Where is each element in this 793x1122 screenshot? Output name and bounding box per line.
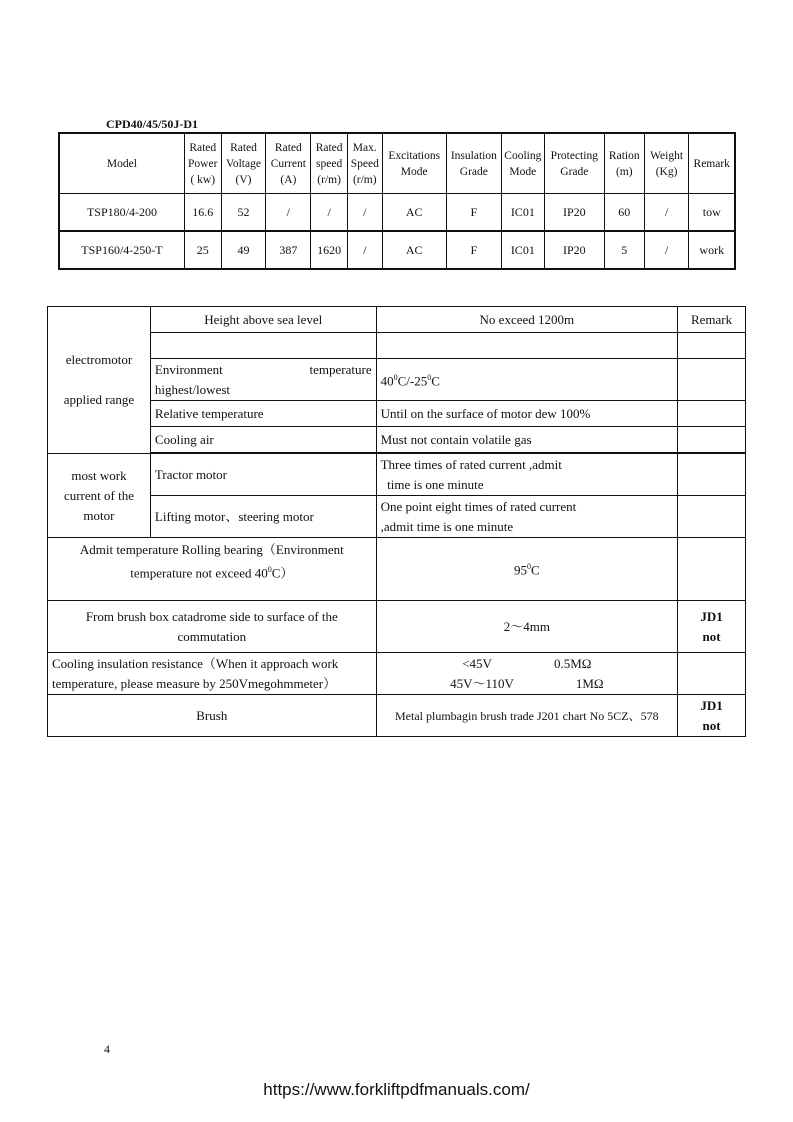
table-cell: TSP160/4-250-T xyxy=(59,231,184,269)
header-rated-voltage: Rated Voltage (V) xyxy=(221,133,266,194)
table-cell: 387 xyxy=(266,231,311,269)
table-cell: 60 xyxy=(604,194,644,232)
table-cell: 49 xyxy=(221,231,266,269)
table-cell: tow xyxy=(689,194,735,232)
table-row xyxy=(48,333,746,359)
table-cell: / xyxy=(311,194,348,232)
table-cell: / xyxy=(644,231,689,269)
table-row xyxy=(48,601,746,653)
table-cell: 5 xyxy=(604,231,644,269)
header-protecting-grade: Protecting Grade xyxy=(544,133,604,194)
header-cooling-mode: Cooling Mode xyxy=(501,133,544,194)
header-rated-current: Rated Current (A) xyxy=(266,133,311,194)
table-cell: IC01 xyxy=(501,231,544,269)
table-cell: F xyxy=(446,231,501,269)
table-cell: 25 xyxy=(184,231,221,269)
table-cell: AC xyxy=(382,231,446,269)
table-row xyxy=(48,454,746,496)
bearing-temp-value: $95^0C$ xyxy=(376,538,677,601)
rel-temp-value: Until on the surface of motor dew 100% xyxy=(376,401,677,427)
header-insulation-grade: Insulation Grade xyxy=(446,133,501,194)
table-row xyxy=(48,401,746,427)
table-row xyxy=(59,231,735,269)
table-cell: F xyxy=(446,194,501,232)
tractor-motor-label: Tractor motor xyxy=(150,454,376,496)
page-number: 4 xyxy=(104,1042,110,1056)
table-cell: AC xyxy=(382,194,446,232)
table-row xyxy=(48,427,746,453)
table-cell: 52 xyxy=(221,194,266,232)
table-row xyxy=(48,496,746,538)
brush-value: Metal plumbagin brush trade J201 chart No 5CZ、578 xyxy=(376,695,677,737)
header-excitations-mode: Excitations Mode xyxy=(382,133,446,194)
height-value: No exceed 1200m xyxy=(376,307,677,333)
table-row xyxy=(48,359,746,401)
brush-box-value: 2～4mm xyxy=(376,601,677,653)
table-cell: / xyxy=(266,194,311,232)
footer-url[interactable]: https://www.forkliftpdfmanuals.com/ xyxy=(263,1080,530,1099)
header-rated-power: Rated Power ( kw) xyxy=(184,133,221,194)
table-row xyxy=(48,538,746,601)
table-cell: 16.6 xyxy=(184,194,221,232)
table-cell: / xyxy=(347,194,382,232)
table-row xyxy=(48,653,746,695)
table-cell: IC01 xyxy=(501,194,544,232)
applied-range-table xyxy=(47,306,746,737)
table-caption: CPD40/45/50J-D1 xyxy=(106,117,198,131)
electromotor-range-label: electromotor applied range xyxy=(48,307,151,454)
table-cell: / xyxy=(644,194,689,232)
table-row xyxy=(48,307,746,333)
header-weight: Weight (Kg) xyxy=(644,133,689,194)
env-temp-value: $40^0C/-25^0C$ xyxy=(376,359,677,401)
lifting-motor-value: One point eight times of rated current ,admit time is one minute xyxy=(376,496,677,538)
brush-box-remark: JD1 not xyxy=(678,601,746,653)
header-remark: Remark xyxy=(689,133,735,194)
most-work-current-label: most work current of the motor xyxy=(48,454,151,538)
table-cell: IP20 xyxy=(544,194,604,232)
spec-header-row xyxy=(59,133,735,194)
table-cell: work xyxy=(689,231,735,269)
cooling-air-value: Must not contain volatile gas xyxy=(376,427,677,453)
insulation-resistance-value: <45V 0.5MΩ 45V～110V 1MΩ xyxy=(376,653,677,695)
remark-header: Remark xyxy=(678,307,746,333)
header-rated-speed: Rated speed (r/m) xyxy=(311,133,348,194)
lifting-motor-label: Lifting motor、steering motor xyxy=(150,496,376,538)
env-temp-label: Environment temperature highest/lowest xyxy=(150,359,376,401)
table-cell: 1620 xyxy=(311,231,348,269)
cooling-air-label: Cooling air xyxy=(150,427,376,453)
motor-spec-table xyxy=(58,132,736,270)
header-ration: Ration (m) xyxy=(604,133,644,194)
table-cell: / xyxy=(347,231,382,269)
brush-remark: JD1 not xyxy=(678,695,746,737)
header-max-speed: Max. Speed (r/m) xyxy=(347,133,382,194)
tractor-motor-value: Three times of rated current ,admit time is one minute xyxy=(376,454,677,496)
table-row xyxy=(48,695,746,737)
table-cell: IP20 xyxy=(544,231,604,269)
insulation-resistance-label: Cooling insulation resistance（When it approach work temperature, please measure by 250Vmegohmmeter） xyxy=(48,653,377,695)
header-model: Model xyxy=(59,133,184,194)
height-label: Height above sea level xyxy=(150,307,376,333)
bearing-temp-label: Admit temperature Rolling bearing（Environment temperature not exceed $40^0C$） xyxy=(48,538,377,601)
brush-label: Brush xyxy=(48,695,377,737)
brush-box-label: From brush box catadrome side to surface of the commutation xyxy=(48,601,377,653)
table-row xyxy=(59,194,735,232)
rel-temp-label: Relative temperature xyxy=(150,401,376,427)
table-cell: TSP180/4-200 xyxy=(59,194,184,232)
